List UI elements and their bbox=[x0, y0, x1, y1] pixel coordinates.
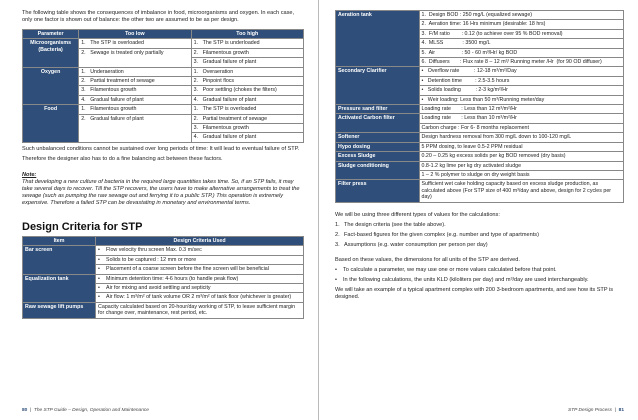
criteria-cell: Carbon charge : For 6- 8 months replacement bbox=[419, 123, 623, 132]
too-high-cell: 4. Gradual failure of plant bbox=[191, 95, 303, 104]
table-row bbox=[336, 161, 624, 170]
list-item: • In the following calculations, the units KLD (kiloliters per day) and m³/day are used interchangeably. bbox=[335, 276, 589, 283]
intro-paragraph: The following table shows the consequences of imbalance in food, microorganisms and oxygen. In each case, only one factor is shown out of balance: the other two are assumed to be as per design. bbox=[22, 10, 295, 23]
criteria-cell: Loading rate : Less than 12 m³/m²/Hr bbox=[419, 105, 623, 114]
criteria-cell: Design hardness removal from 300 mg/L down to 100-120 mg/L bbox=[419, 133, 623, 142]
criteria-cell: • Overflow rate : 12-18 m³/m²/Day bbox=[419, 67, 623, 76]
too-low-cell: 2. Sewage is treated only partially bbox=[79, 48, 191, 67]
criteria-cell: 2. Aeration time: 16 Hrs minimum (desirable: 18 hrs) bbox=[419, 20, 623, 29]
column-header: Too high bbox=[191, 30, 303, 39]
item-cell: Pressure sand filter bbox=[336, 105, 420, 114]
criteria-cell: 5. Air : 50 - 60 m³/Hr/ kg BOD bbox=[419, 48, 623, 57]
left-footer: 80 | The STP Guide – Design, Operation and Maintenance bbox=[22, 408, 149, 413]
column-header: Parameter bbox=[23, 30, 79, 39]
table-row bbox=[23, 105, 304, 114]
design-criteria-table bbox=[22, 236, 304, 319]
table-row bbox=[336, 180, 624, 202]
too-low-cell: 4. Gradual failure of plant bbox=[79, 95, 191, 104]
note-text: That developing a new culture of bacteria in the required large quantities takes time. So, if an STP fails, it may take several days to recover. Till the STP recovers, the users have to make alternative arrangements to treat the sewage (such as pumping the raw sewage out and ferrying it to a public STP.) This operation is extremely expensive. Therefore a failed STP can be devastating in monetary and environmental terms. bbox=[22, 178, 300, 206]
criteria-cell: Sufficient wet cake holding capacity based on excess sludge production, as calculated above (For STP size of 400 m³/day and above, design for 2 cycles per day) bbox=[419, 180, 623, 202]
criteria-cell: 5 PPM dosing, to leave 0.5-2 PPM residual bbox=[419, 142, 623, 151]
right-footer: STP Design Process | 81 bbox=[568, 408, 624, 413]
criteria-cell: • Flow velocity thru screen Max. 0.3 m/sec bbox=[96, 246, 304, 255]
table-row bbox=[23, 67, 304, 76]
page-number: 80 bbox=[22, 408, 28, 413]
item-cell: Aeration tank bbox=[336, 11, 420, 67]
criteria-cell: 6. Diffusers : Flux rate 8 – 12 m³/ Running meter /Hr (for 90 OD diffuser) bbox=[419, 58, 623, 67]
column-header: Item bbox=[23, 236, 96, 245]
list-item: 1. The design criteria (see the table above). bbox=[335, 221, 446, 228]
too-high-cell: 3. Filamentous growth bbox=[191, 124, 303, 133]
criteria-cell: • Air for mixing and avoid settling and septicity bbox=[96, 283, 304, 292]
too-high-cell: 1. The STP is underloaded bbox=[191, 39, 303, 48]
criteria-cell: 3. F/M ratio : 0.12 (to achieve over 95 % BOD removal) bbox=[419, 29, 623, 38]
list-item: • To calculate a parameter, we may use one or more values calculated before that point. bbox=[335, 266, 557, 273]
unbalanced-paragraph: Such unbalanced conditions cannot be sustained over long periods of time: It will lead to eventual failure of STP. bbox=[22, 145, 300, 152]
item-cell: Excess Sludge bbox=[336, 152, 420, 161]
too-low-cell: 2. Gradual failure of plant bbox=[79, 114, 191, 142]
section-heading: Design Criteria for STP bbox=[22, 220, 143, 233]
column-header: Too low bbox=[79, 30, 191, 39]
too-high-cell: 2. Filamentous growth bbox=[191, 48, 303, 57]
column-header: Design Criteria Used bbox=[96, 236, 304, 245]
too-low-cell: 1. Underaeration bbox=[79, 67, 191, 76]
item-cell: Secondary Clarifier bbox=[336, 67, 420, 105]
table-row bbox=[23, 274, 304, 283]
too-high-cell: 3. Gradual failure of plant bbox=[191, 58, 303, 67]
bullet-list bbox=[335, 267, 624, 284]
criteria-cell: • Detention time : 2.5-3.5 hours bbox=[419, 76, 623, 85]
item-cell: Sludge conditioning bbox=[336, 161, 420, 180]
item-cell: Softener bbox=[336, 133, 420, 142]
table-row bbox=[336, 142, 624, 151]
too-low-cell: 3. Filamentous growth bbox=[79, 86, 191, 95]
criteria-cell: Loading rate : Less than 10 m³/m²/Hr bbox=[419, 114, 623, 123]
values-intro: We will be using three different types of values for the calculations: bbox=[335, 211, 500, 218]
example-paragraph: We will take an example of a typical apartment complex with 200 3-bedroom apartments, and see how its STP is designed. bbox=[335, 286, 614, 300]
item-cell: Filter press bbox=[336, 180, 420, 202]
criteria-cell: 0.8-1.2 kg lime per kg dry activated sludge bbox=[419, 161, 623, 170]
table-row bbox=[23, 302, 304, 318]
criteria-cell: • Placement of a coarse screen before the fine screen will be beneficial bbox=[96, 265, 304, 274]
list-item: 3. Assumptions (e.g. water consumption per person per day) bbox=[335, 241, 488, 248]
derived-paragraph: Based on these values, the dimensions for all units of the STP are derived. bbox=[335, 256, 520, 263]
footer-title: STP Design Process bbox=[568, 408, 613, 413]
criteria-cell: Capacity calculated based on 20-hour/day working of STP, to leave sufficient margin for change over, maintenance, rest period, etc. bbox=[96, 302, 304, 318]
too-high-cell: 3. Poor settling (chokes the filters) bbox=[191, 86, 303, 95]
too-low-cell: 2. Partial treatment of sewage bbox=[79, 77, 191, 86]
table-row bbox=[336, 67, 624, 76]
parameter-cell: Oxygen bbox=[23, 67, 79, 105]
table-header-row bbox=[23, 236, 304, 245]
too-low-cell: 1. Filamentous growth bbox=[79, 105, 191, 114]
table-header-row bbox=[23, 30, 304, 39]
too-high-cell: 1. Overaeration bbox=[191, 67, 303, 76]
parameter-cell: Food bbox=[23, 105, 79, 143]
criteria-cell: • Solids loading : 2-3 kg/m²/Hr bbox=[419, 86, 623, 95]
criteria-cell: • Air flow: 1 m³/m² of tank volume OR 2 m³/m² of tank floor (whichever is greater) bbox=[96, 293, 304, 302]
too-high-cell: 2. Partial treatment of sewage bbox=[191, 114, 303, 123]
too-low-cell: 1. The STP is overloaded bbox=[79, 39, 191, 48]
item-cell: Activated Carbon filter bbox=[336, 114, 420, 133]
criteria-cell: 0.20 – 0.25 kg excess solids per kg BOD removed (dry basis) bbox=[419, 152, 623, 161]
criteria-cell: 1. Design BOD : 250 mg/L (equalized sewage) bbox=[419, 11, 623, 20]
table-row bbox=[336, 105, 624, 114]
item-cell: Bar screen bbox=[23, 246, 96, 274]
note-title: Note: bbox=[22, 171, 37, 178]
criteria-cell: 1 – 2 % polymer to sludge on dry weight basis bbox=[419, 170, 623, 179]
list-item: 2. Fact-based figures for the given complex (e.g. number and type of apartments) bbox=[335, 231, 539, 238]
design-criteria-body bbox=[336, 11, 624, 203]
item-cell: Equalization tank bbox=[23, 274, 96, 302]
criteria-cell: • Solids to be captured : 12 mm or more bbox=[96, 255, 304, 264]
too-high-cell: 4. Gradual failure of plant bbox=[191, 133, 303, 142]
too-high-cell: 2. Pinpoint flocs bbox=[191, 77, 303, 86]
criteria-cell: • Weir loading: Less than 50 m³/Running meter/day bbox=[419, 95, 623, 104]
item-cell: Raw sewage lift pumps bbox=[23, 302, 96, 318]
parameter-cell: Microorganisms (Bacteria) bbox=[23, 39, 79, 67]
balancing-paragraph: Therefore the designer also has to do a fine balancing act between these factors. bbox=[22, 155, 223, 162]
table-row bbox=[336, 133, 624, 142]
table-row bbox=[23, 246, 304, 255]
table-row bbox=[336, 114, 624, 123]
criteria-cell: 4. MLSS : 3500 mg/L bbox=[419, 39, 623, 48]
table-row bbox=[23, 39, 304, 48]
too-high-cell: 1. The STP is overloaded bbox=[191, 105, 303, 114]
criteria-cell: • Minimum detention time: 4-6 hours (to handle peak flow) bbox=[96, 274, 304, 283]
values-list bbox=[335, 222, 624, 249]
page-number: 81 bbox=[618, 408, 624, 413]
design-criteria-continued-table bbox=[335, 10, 624, 203]
right-page bbox=[319, 0, 638, 420]
footer-title: The STP Guide – Design, Operation and Maintenance bbox=[33, 408, 149, 413]
imbalance-table bbox=[22, 29, 304, 143]
table-row bbox=[336, 152, 624, 161]
item-cell: Hypo dosing bbox=[336, 142, 420, 151]
table-row bbox=[336, 11, 624, 20]
